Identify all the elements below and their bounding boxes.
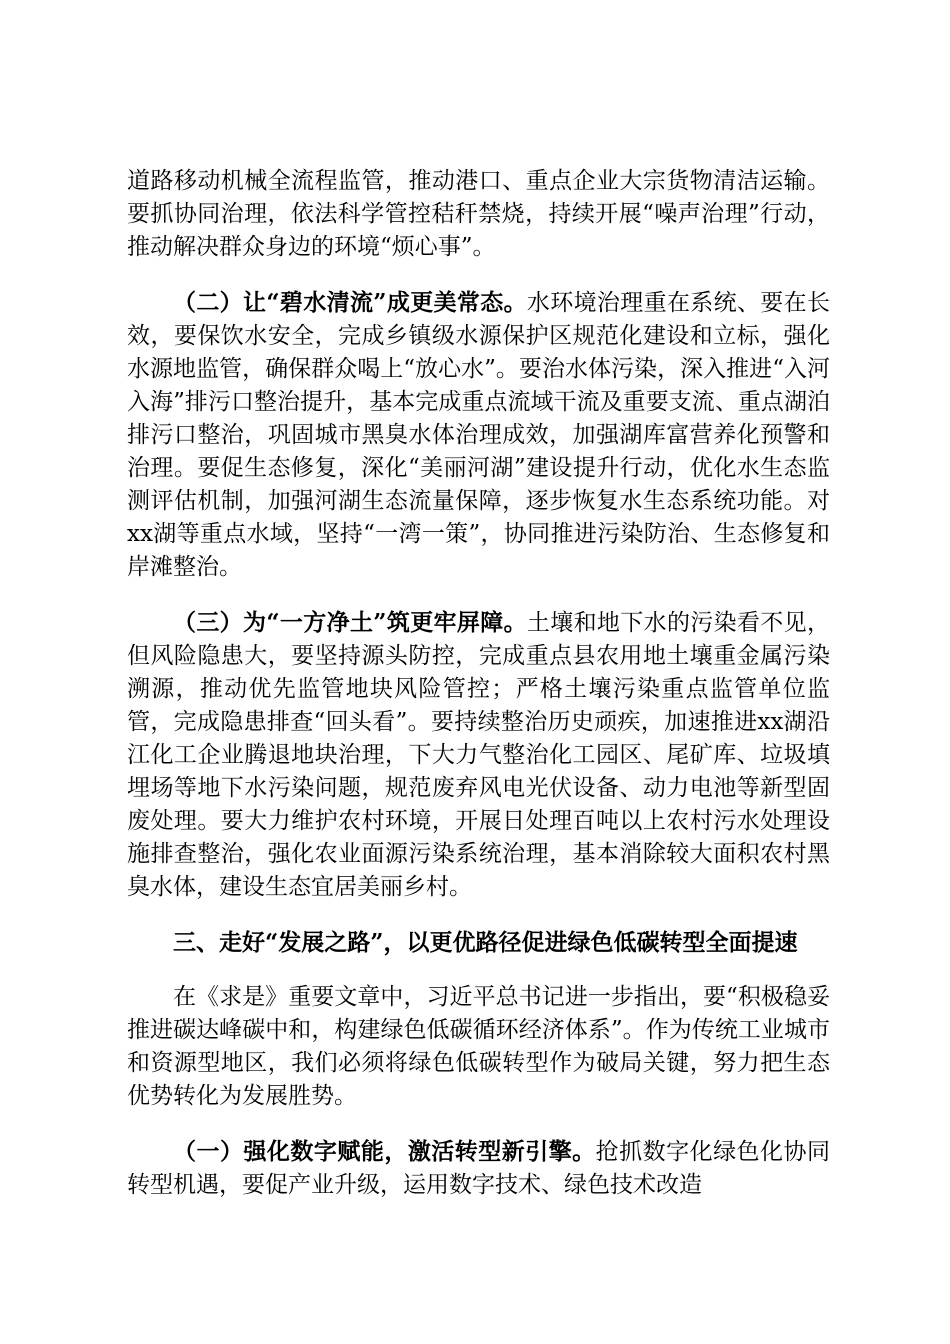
document-page bbox=[127, 165, 830, 1224]
section-lead-1: （一）强化数字赋能，激活转型新引擎。 bbox=[173, 1138, 596, 1165]
heading-text: 三、走好“发展之路”，以更优路径促进绿色低碳转型全面提速 bbox=[173, 929, 798, 956]
paragraph-soil-governance bbox=[127, 606, 830, 904]
paragraph-air-governance bbox=[127, 165, 830, 264]
paragraph-text: 土壤和地下水的污染看不见，但风险隐患大，要坚持源头防控，完成重点县农用地土壤重金属污染溯源，推动优先监管地块风险管控；严格土壤污染重点监管单位监管，完成隐患排查“回头看”。要持续整治历史顽疾，加速推进xx湖沿江化工企业腾退地块治理，下大力气整治化工园区、尾矿库、垃圾填埋场等地下水污染问题，规范废弃风电光伏设备、动力电池等新型固废处理。要大力维护农村环境，开展日处理百吨以上农村污水处理设施排查整治，强化农业面源污染系统治理，基本消除较大面积农村黑臭水体，建设生态宜居美丽乡村。 bbox=[127, 610, 830, 900]
section-heading-3 bbox=[127, 926, 830, 959]
section-lead-2: （二）让“碧水清流”成更美常态。 bbox=[173, 289, 527, 316]
section-lead-3: （三）为“一方净土”筑更牢屏障。 bbox=[173, 609, 527, 636]
paragraph-digital-empowerment bbox=[127, 1135, 830, 1202]
paragraph-text: 在《求是》重要文章中，习近平总书记进一步指出，要“积极稳妥推进碳达峰碳中和，构建绿色低碳循环经济体系”。作为传统工业城市和资源型地区，我们必须将绿色低碳转型作为破局关键，努力把生态优势转化为发展胜势。 bbox=[127, 984, 830, 1109]
paragraph-text: 道路移动机械全流程监管，推动港口、重点企业大宗货物清洁运输。要抓协同治理，依法科学管控秸秆禁烧，持续开展“噪声治理”行动，推动解决群众身边的环境“烦心事”。 bbox=[127, 168, 830, 260]
paragraph-text: 水环境治理重在系统、要在长效，要保饮水安全，完成乡镇级水源保护区规范化建设和立标，强化水源地监管，确保群众喝上“放心水”。要治水体污染，深入推进“入河入海”排污口整治提升，基本完成重点流域干流及重要支流、重点湖泊排污口整治，巩固城市黑臭水体治理成效，加强湖库富营养化预警和治理。要促生态修复，深化“美丽河湖”建设提升行动，优化水生态监测评估机制，加强河湖生态流量保障，逐步恢复水生态系统功能。对xx湖等重点水域，坚持“一湾一策”，协同推进污染防治、生态修复和岸滩整治。 bbox=[127, 290, 830, 580]
paragraph-text: 抢抓数字化绿色化协同转型机遇，要促产业升级，运用数字技术、绿色技术改造 bbox=[127, 1139, 831, 1198]
paragraph-water-governance bbox=[127, 286, 830, 584]
paragraph-qiushi-quote bbox=[127, 981, 830, 1113]
